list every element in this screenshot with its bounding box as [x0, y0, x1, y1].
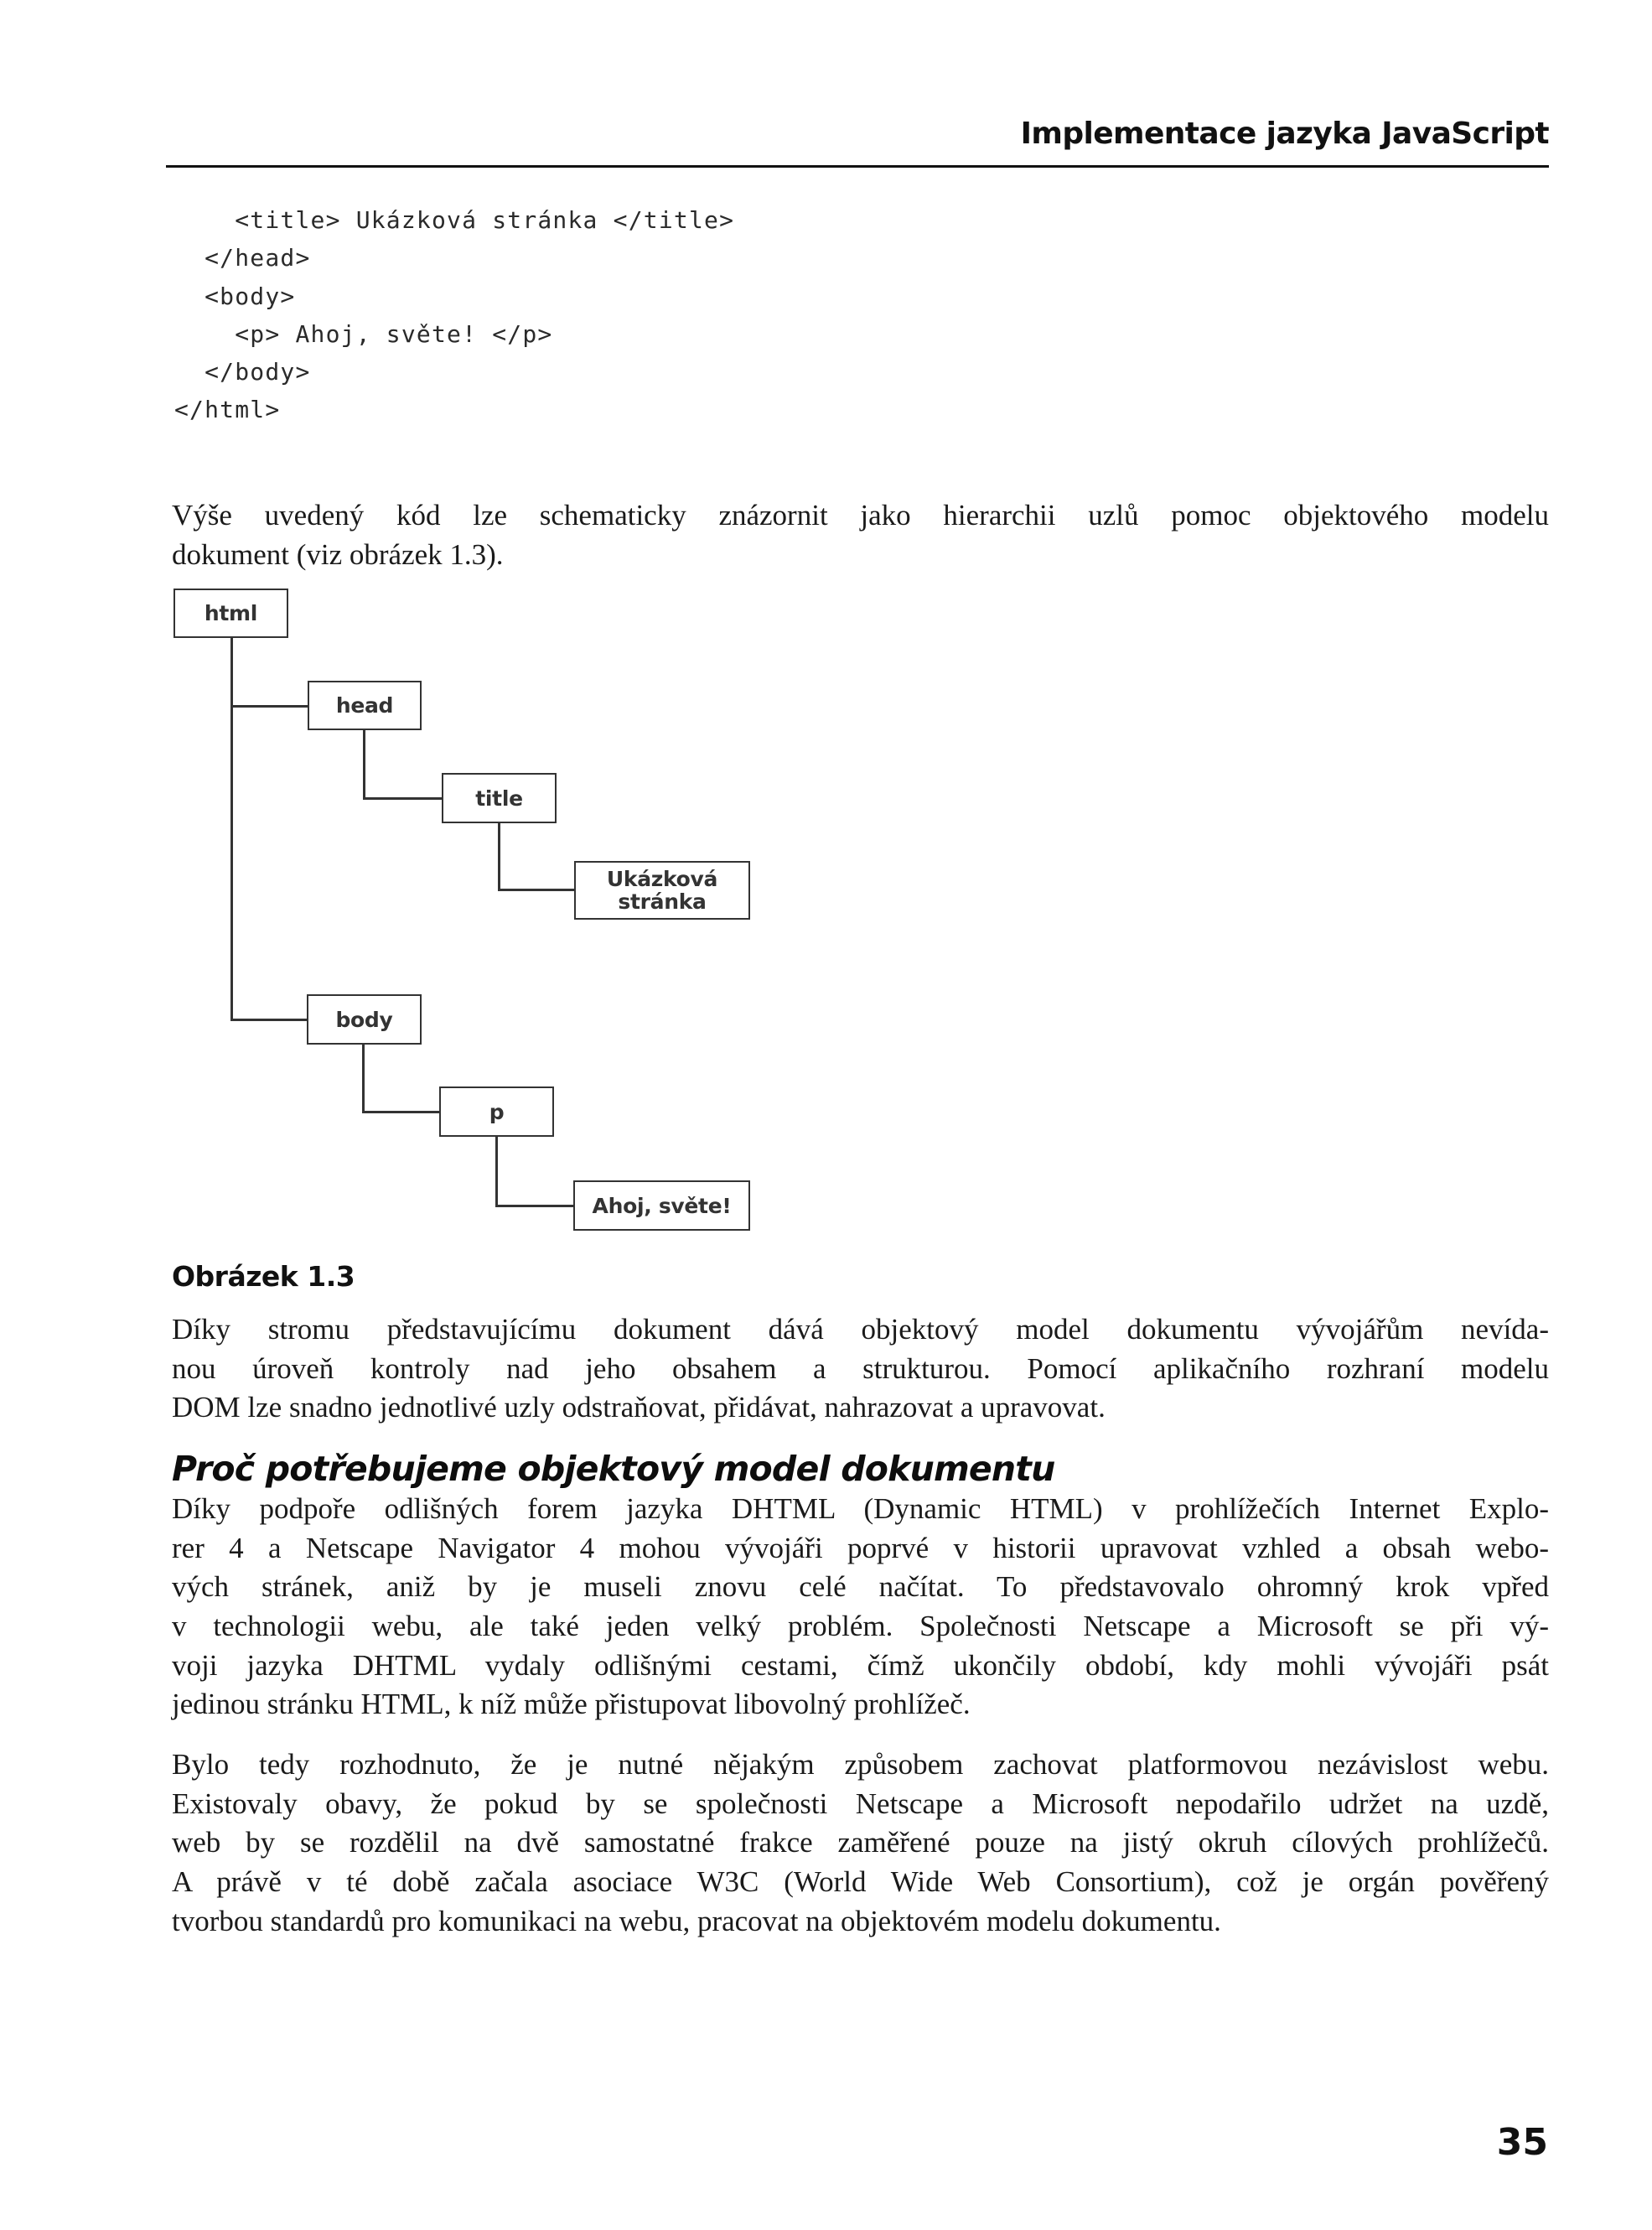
paragraph-line: A právě v té době začala asociace W3C (World Wide Web Consortium), což je orgán pověřený	[172, 1865, 1549, 1899]
connector-p-text	[495, 1205, 574, 1207]
figure-paragraph	[172, 1310, 1549, 1428]
code-listing	[174, 201, 734, 429]
connector-title	[498, 822, 500, 891]
paragraph-line: Existovaly obavy, že pokud by se společnosti Netscape a Microsoft nepodařilo udržet na uzdě,	[172, 1787, 1549, 1820]
connector-title-text	[498, 889, 575, 891]
code-line: </html>	[174, 396, 281, 424]
paragraph-line: tvorbou standardů pro komunikaci na webu, pracovat na objektovém modelu dokumentu.	[172, 1904, 1221, 1937]
paragraph-line: Díky podpoře odlišných forem jazyka DHTML (Dynamic HTML) v prohlížečích Internet Explo-	[172, 1492, 1549, 1525]
page-number: 35	[1496, 2121, 1548, 2164]
paragraph-line: jedinou stránku HTML, k níž může přistupovat libovolný prohlížeč.	[172, 1688, 971, 1721]
connector-p	[495, 1135, 498, 1207]
connector-head	[363, 729, 365, 800]
connector-head-title	[363, 797, 443, 800]
paragraph-line: rer 4 a Netscape Navigator 4 mohou vývojáři poprvé v historii upravovat vzhled a obsah webo-	[172, 1531, 1549, 1564]
paragraph-line: DOM lze snadno jednotlivé uzly odstraňovat, přidávat, nahrazovat a upravovat.	[172, 1391, 1106, 1424]
code-line: </head>	[174, 244, 311, 272]
paragraph-line: v technologii webu, ale také jeden velký problém. Společnosti Netscape a Microsoft se při vý-	[172, 1610, 1549, 1643]
code-line: <title> Ukázková stránka </title>	[174, 206, 735, 234]
node-html: html	[173, 589, 288, 638]
section-paragraph-1	[172, 1490, 1549, 1724]
connector-body	[362, 1043, 365, 1113]
node-title-text: Ukázková stránka	[574, 861, 750, 920]
header-rule	[166, 165, 1549, 168]
node-p: p	[439, 1086, 554, 1137]
figure-caption: Obrázek 1.3	[172, 1260, 355, 1293]
paragraph-line: nou úroveň kontroly nad jeho obsahem a strukturou. Pomocí aplikačního rozhraní modelu	[172, 1351, 1549, 1385]
code-line: </body>	[174, 358, 311, 386]
node-p-text: Ahoj, světe!	[573, 1180, 750, 1231]
node-title: title	[442, 773, 557, 823]
code-line: <body>	[174, 282, 296, 310]
running-header: Implementace jazyka JavaScript	[1020, 117, 1549, 151]
node-body: body	[307, 994, 422, 1045]
paragraph-line: Výše uvedený kód lze schematicky znázornit jako hierarchii uzlů pomoc objektového modelu	[172, 499, 1549, 532]
connector-body-p	[362, 1111, 440, 1113]
connector-html	[230, 637, 233, 1020]
section-paragraph-2	[172, 1745, 1549, 1941]
paragraph-line: Díky stromu představujícímu dokument dává objektový model dokumentu vývojářům nevída-	[172, 1313, 1549, 1346]
node-head: head	[308, 681, 422, 730]
paragraph-line: web by se rozdělil na dvě samostatné frakce zaměřené pouze na jistý okruh cílových prohlížečů.	[172, 1826, 1549, 1859]
intro-paragraph	[172, 496, 1549, 574]
connector-html-body	[230, 1019, 308, 1021]
code-line: <p> Ahoj, světe! </p>	[174, 319, 553, 348]
paragraph-line: vých stránek, aniž by je museli znovu celé načítat. To představovalo ohromný krok vpřed	[172, 1570, 1549, 1604]
connector-html-head	[230, 705, 308, 708]
paragraph-line: dokument (viz obrázek 1.3).	[172, 537, 504, 571]
paragraph-line: voji jazyka DHTML vydaly odlišnými cestami, čímž ukončily období, kdy mohli vývojáři psát	[172, 1648, 1549, 1682]
section-heading: Proč potřebujeme objektový model dokumentu	[172, 1449, 1055, 1489]
paragraph-line: Bylo tedy rozhodnuto, že je nutné nějakým způsobem zachovat platformovou nezávislost webu.	[172, 1748, 1549, 1781]
